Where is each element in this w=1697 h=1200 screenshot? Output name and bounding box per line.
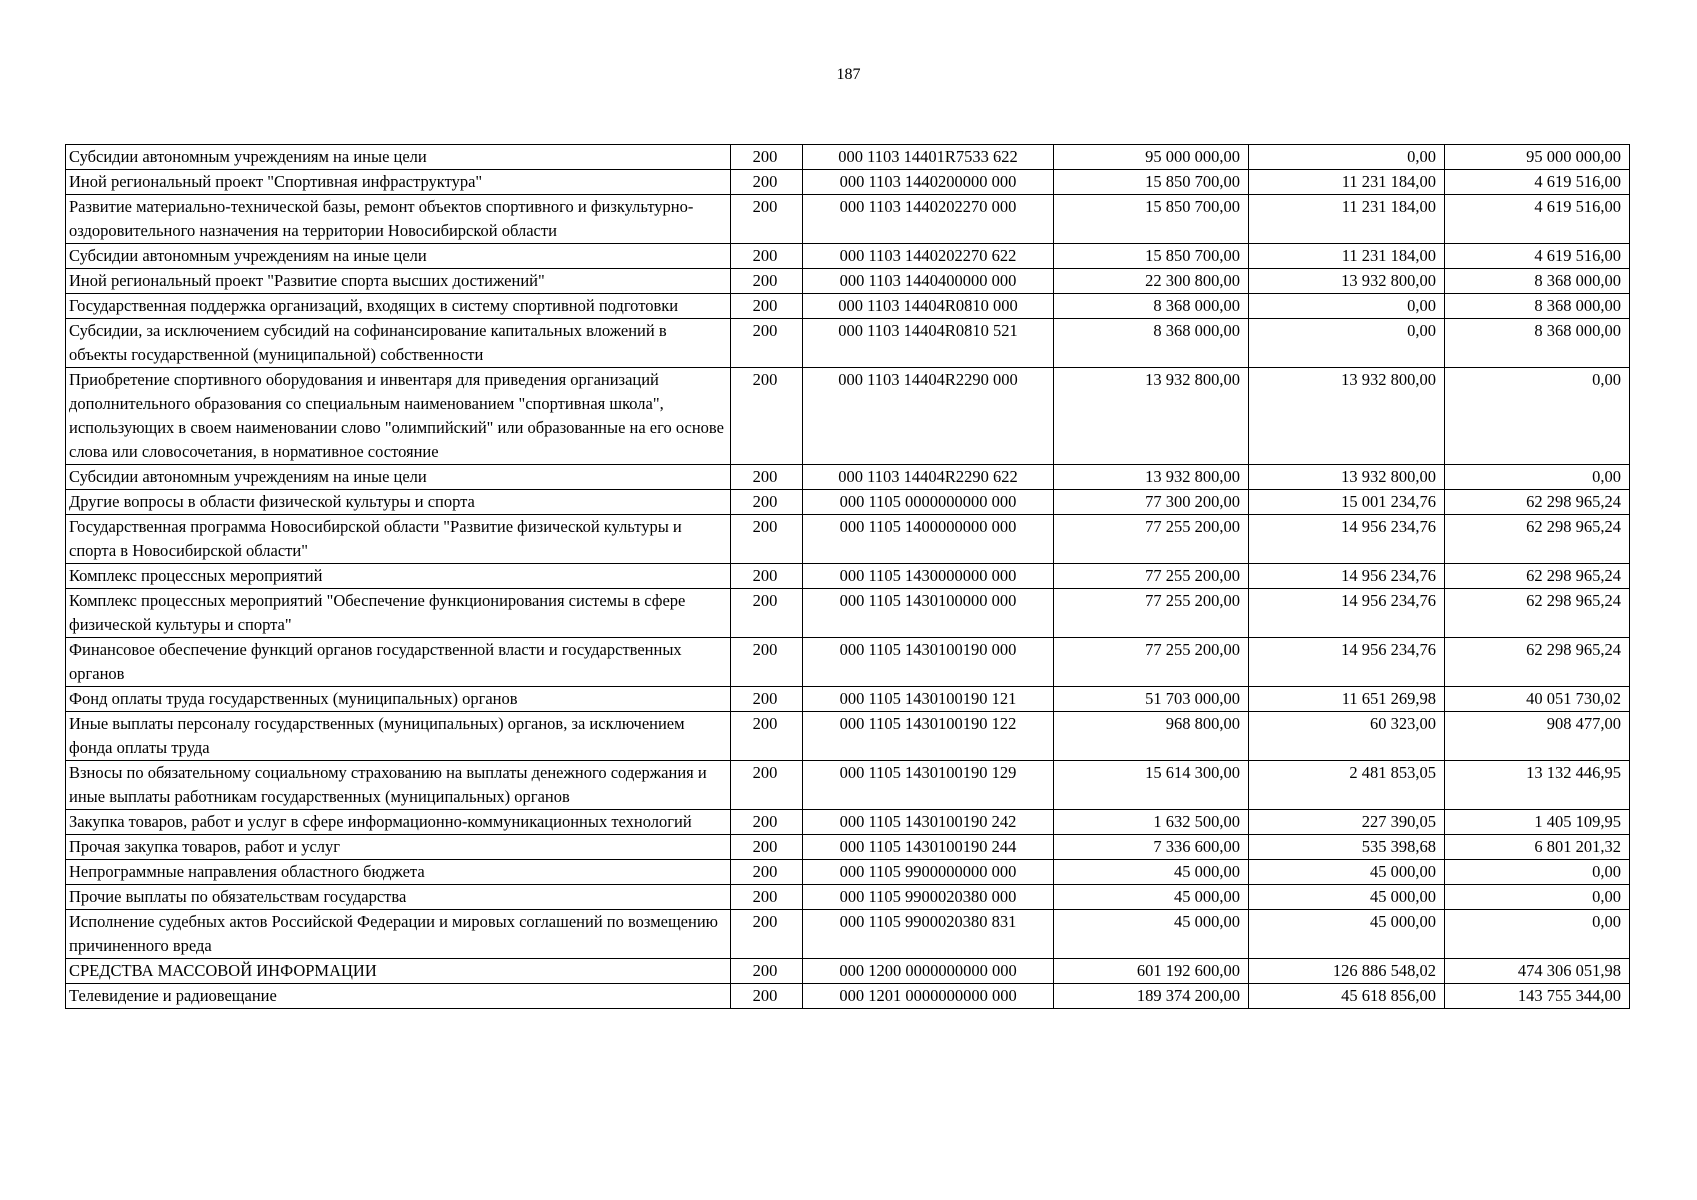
approved-amount-cell: 22 300 800,00	[1054, 269, 1249, 294]
budget-classification-code-cell: 000 1105 1430100190 242	[803, 810, 1054, 835]
approved-amount-cell: 1 632 500,00	[1054, 810, 1249, 835]
budget-classification-code-cell: 000 1105 1430100190 122	[803, 712, 1054, 761]
expense-name-cell: Другие вопросы в области физической культуры и спорта	[66, 490, 731, 515]
executed-amount-cell: 14 956 234,76	[1249, 515, 1445, 564]
table-row	[66, 170, 1630, 195]
executed-amount-cell: 2 481 853,05	[1249, 761, 1445, 810]
admin-code-cell: 200	[731, 959, 803, 984]
table-row	[66, 959, 1630, 984]
remaining-amount-cell: 908 477,00	[1445, 712, 1630, 761]
executed-amount-cell: 45 000,00	[1249, 910, 1445, 959]
remaining-amount-cell: 62 298 965,24	[1445, 515, 1630, 564]
executed-amount-cell: 11 231 184,00	[1249, 195, 1445, 244]
remaining-amount-cell: 0,00	[1445, 885, 1630, 910]
executed-amount-cell: 11 231 184,00	[1249, 170, 1445, 195]
admin-code-cell: 200	[731, 195, 803, 244]
approved-amount-cell: 77 255 200,00	[1054, 515, 1249, 564]
executed-amount-cell: 14 956 234,76	[1249, 564, 1445, 589]
budget-classification-code-cell: 000 1103 1440400000 000	[803, 269, 1054, 294]
table-row	[66, 368, 1630, 465]
budget-classification-code-cell: 000 1105 1430100190 000	[803, 638, 1054, 687]
approved-amount-cell: 15 850 700,00	[1054, 244, 1249, 269]
budget-classification-code-cell: 000 1103 14404R2290 000	[803, 368, 1054, 465]
remaining-amount-cell: 62 298 965,24	[1445, 490, 1630, 515]
executed-amount-cell: 15 001 234,76	[1249, 490, 1445, 515]
budget-classification-code-cell: 000 1201 0000000000 000	[803, 984, 1054, 1009]
table-row	[66, 761, 1630, 810]
expense-name-cell: Исполнение судебных актов Российской Федерации и мировых соглашений по возмещению причиненного вреда	[66, 910, 731, 959]
table-row	[66, 269, 1630, 294]
remaining-amount-cell: 1 405 109,95	[1445, 810, 1630, 835]
approved-amount-cell: 8 368 000,00	[1054, 319, 1249, 368]
admin-code-cell: 200	[731, 910, 803, 959]
expense-name-cell: Иной региональный проект "Спортивная инфраструктура"	[66, 170, 731, 195]
remaining-amount-cell: 8 368 000,00	[1445, 319, 1630, 368]
admin-code-cell: 200	[731, 515, 803, 564]
admin-code-cell: 200	[731, 244, 803, 269]
table-row	[66, 319, 1630, 368]
approved-amount-cell: 601 192 600,00	[1054, 959, 1249, 984]
executed-amount-cell: 60 323,00	[1249, 712, 1445, 761]
expense-name-cell: Непрограммные направления областного бюджета	[66, 860, 731, 885]
expense-name-cell: Взносы по обязательному социальному страхованию на выплаты денежного содержания и иные выплаты работникам государственных (муниципальных) органов	[66, 761, 731, 810]
admin-code-cell: 200	[731, 761, 803, 810]
executed-amount-cell: 0,00	[1249, 145, 1445, 170]
expense-name-cell: Развитие материально-технической базы, ремонт объектов спортивного и физкультурно-оздоровительного назначения на территории Новосибирской области	[66, 195, 731, 244]
approved-amount-cell: 8 368 000,00	[1054, 294, 1249, 319]
executed-amount-cell: 11 651 269,98	[1249, 687, 1445, 712]
executed-amount-cell: 13 932 800,00	[1249, 269, 1445, 294]
budget-classification-code-cell: 000 1105 1430100190 129	[803, 761, 1054, 810]
table-row	[66, 195, 1630, 244]
expense-name-cell: Комплекс процессных мероприятий "Обеспечение функционирования системы в сфере физической культуры и спорта"	[66, 589, 731, 638]
approved-amount-cell: 51 703 000,00	[1054, 687, 1249, 712]
expense-name-cell: Закупка товаров, работ и услуг в сфере информационно-коммуникационных технологий	[66, 810, 731, 835]
executed-amount-cell: 13 932 800,00	[1249, 465, 1445, 490]
approved-amount-cell: 45 000,00	[1054, 885, 1249, 910]
admin-code-cell: 200	[731, 465, 803, 490]
admin-code-cell: 200	[731, 170, 803, 195]
approved-amount-cell: 189 374 200,00	[1054, 984, 1249, 1009]
approved-amount-cell: 95 000 000,00	[1054, 145, 1249, 170]
admin-code-cell: 200	[731, 860, 803, 885]
remaining-amount-cell: 13 132 446,95	[1445, 761, 1630, 810]
table-row	[66, 638, 1630, 687]
remaining-amount-cell: 4 619 516,00	[1445, 195, 1630, 244]
budget-table	[65, 144, 1630, 1009]
admin-code-cell: 200	[731, 984, 803, 1009]
expense-name-cell: Финансовое обеспечение функций органов государственной власти и государственных органов	[66, 638, 731, 687]
budget-classification-code-cell: 000 1103 14404R0810 521	[803, 319, 1054, 368]
remaining-amount-cell: 0,00	[1445, 910, 1630, 959]
executed-amount-cell: 13 932 800,00	[1249, 368, 1445, 465]
table-row	[66, 465, 1630, 490]
remaining-amount-cell: 62 298 965,24	[1445, 638, 1630, 687]
budget-classification-code-cell: 000 1103 14404R0810 000	[803, 294, 1054, 319]
expense-name-cell: Прочая закупка товаров, работ и услуг	[66, 835, 731, 860]
executed-amount-cell: 45 618 856,00	[1249, 984, 1445, 1009]
table-row	[66, 145, 1630, 170]
table-row	[66, 589, 1630, 638]
approved-amount-cell: 15 850 700,00	[1054, 195, 1249, 244]
approved-amount-cell: 77 255 200,00	[1054, 589, 1249, 638]
admin-code-cell: 200	[731, 368, 803, 465]
expense-name-cell: Иные выплаты персоналу государственных (муниципальных) органов, за исключением фонда оплаты труда	[66, 712, 731, 761]
table-row	[66, 294, 1630, 319]
remaining-amount-cell: 0,00	[1445, 368, 1630, 465]
table-row	[66, 712, 1630, 761]
table-row	[66, 810, 1630, 835]
executed-amount-cell: 0,00	[1249, 319, 1445, 368]
expense-name-cell: Приобретение спортивного оборудования и инвентаря для приведения организаций дополнительного образования со специальным наименованием "спортивная школа", использующих в своем наименовании слово "олимпийский" или образованные на его основе слова или словосочетания, в нормативное состояние	[66, 368, 731, 465]
budget-classification-code-cell: 000 1105 9900000000 000	[803, 860, 1054, 885]
approved-amount-cell: 77 255 200,00	[1054, 564, 1249, 589]
table-row	[66, 490, 1630, 515]
table-row	[66, 910, 1630, 959]
executed-amount-cell: 126 886 548,02	[1249, 959, 1445, 984]
executed-amount-cell: 535 398,68	[1249, 835, 1445, 860]
executed-amount-cell: 45 000,00	[1249, 885, 1445, 910]
approved-amount-cell: 77 300 200,00	[1054, 490, 1249, 515]
executed-amount-cell: 11 231 184,00	[1249, 244, 1445, 269]
admin-code-cell: 200	[731, 835, 803, 860]
table-row	[66, 244, 1630, 269]
admin-code-cell: 200	[731, 269, 803, 294]
remaining-amount-cell: 474 306 051,98	[1445, 959, 1630, 984]
expense-name-cell: Субсидии автономным учреждениям на иные цели	[66, 145, 731, 170]
admin-code-cell: 200	[731, 564, 803, 589]
remaining-amount-cell: 0,00	[1445, 860, 1630, 885]
approved-amount-cell: 13 932 800,00	[1054, 465, 1249, 490]
table-row	[66, 984, 1630, 1009]
expense-name-cell: Телевидение и радиовещание	[66, 984, 731, 1009]
admin-code-cell: 200	[731, 490, 803, 515]
budget-classification-code-cell: 000 1103 14401R7533 622	[803, 145, 1054, 170]
budget-classification-code-cell: 000 1105 0000000000 000	[803, 490, 1054, 515]
executed-amount-cell: 14 956 234,76	[1249, 638, 1445, 687]
expense-name-cell: Прочие выплаты по обязательствам государства	[66, 885, 731, 910]
admin-code-cell: 200	[731, 294, 803, 319]
remaining-amount-cell: 0,00	[1445, 465, 1630, 490]
approved-amount-cell: 45 000,00	[1054, 910, 1249, 959]
expense-name-cell: Фонд оплаты труда государственных (муниципальных) органов	[66, 687, 731, 712]
remaining-amount-cell: 62 298 965,24	[1445, 589, 1630, 638]
table-row	[66, 564, 1630, 589]
budget-classification-code-cell: 000 1105 9900020380 831	[803, 910, 1054, 959]
table-row	[66, 835, 1630, 860]
admin-code-cell: 200	[731, 145, 803, 170]
remaining-amount-cell: 8 368 000,00	[1445, 294, 1630, 319]
admin-code-cell: 200	[731, 589, 803, 638]
budget-classification-code-cell: 000 1103 14404R2290 622	[803, 465, 1054, 490]
expense-name-cell: СРЕДСТВА МАССОВОЙ ИНФОРМАЦИИ	[66, 959, 731, 984]
admin-code-cell: 200	[731, 319, 803, 368]
budget-classification-code-cell: 000 1105 1430100190 121	[803, 687, 1054, 712]
approved-amount-cell: 77 255 200,00	[1054, 638, 1249, 687]
executed-amount-cell: 14 956 234,76	[1249, 589, 1445, 638]
admin-code-cell: 200	[731, 885, 803, 910]
executed-amount-cell: 227 390,05	[1249, 810, 1445, 835]
budget-classification-code-cell: 000 1105 1430100190 244	[803, 835, 1054, 860]
budget-classification-code-cell: 000 1103 1440202270 622	[803, 244, 1054, 269]
budget-classification-code-cell: 000 1105 9900020380 000	[803, 885, 1054, 910]
budget-classification-code-cell: 000 1200 0000000000 000	[803, 959, 1054, 984]
expense-name-cell: Иной региональный проект "Развитие спорта высших достижений"	[66, 269, 731, 294]
admin-code-cell: 200	[731, 810, 803, 835]
budget-classification-code-cell: 000 1105 1430000000 000	[803, 564, 1054, 589]
table-row	[66, 860, 1630, 885]
budget-classification-code-cell: 000 1105 1400000000 000	[803, 515, 1054, 564]
remaining-amount-cell: 4 619 516,00	[1445, 244, 1630, 269]
budget-classification-code-cell: 000 1105 1430100000 000	[803, 589, 1054, 638]
executed-amount-cell: 0,00	[1249, 294, 1445, 319]
table-row	[66, 687, 1630, 712]
remaining-amount-cell: 6 801 201,32	[1445, 835, 1630, 860]
expense-name-cell: Субсидии автономным учреждениям на иные цели	[66, 244, 731, 269]
admin-code-cell: 200	[731, 687, 803, 712]
remaining-amount-cell: 40 051 730,02	[1445, 687, 1630, 712]
expense-name-cell: Государственная программа Новосибирской области "Развитие физической культуры и спорта в Новосибирской области"	[66, 515, 731, 564]
approved-amount-cell: 7 336 600,00	[1054, 835, 1249, 860]
approved-amount-cell: 15 614 300,00	[1054, 761, 1249, 810]
remaining-amount-cell: 62 298 965,24	[1445, 564, 1630, 589]
approved-amount-cell: 13 932 800,00	[1054, 368, 1249, 465]
executed-amount-cell: 45 000,00	[1249, 860, 1445, 885]
budget-classification-code-cell: 000 1103 1440202270 000	[803, 195, 1054, 244]
budget-classification-code-cell: 000 1103 1440200000 000	[803, 170, 1054, 195]
table-row	[66, 515, 1630, 564]
expense-name-cell: Комплекс процессных мероприятий	[66, 564, 731, 589]
table-row	[66, 885, 1630, 910]
remaining-amount-cell: 8 368 000,00	[1445, 269, 1630, 294]
admin-code-cell: 200	[731, 712, 803, 761]
remaining-amount-cell: 143 755 344,00	[1445, 984, 1630, 1009]
admin-code-cell: 200	[731, 638, 803, 687]
budget-table-body	[66, 145, 1630, 1009]
approved-amount-cell: 45 000,00	[1054, 860, 1249, 885]
expense-name-cell: Субсидии, за исключением субсидий на софинансирование капитальных вложений в объекты государственной (муниципальной) собственности	[66, 319, 731, 368]
remaining-amount-cell: 4 619 516,00	[1445, 170, 1630, 195]
remaining-amount-cell: 95 000 000,00	[1445, 145, 1630, 170]
page-number: 187	[836, 66, 861, 83]
approved-amount-cell: 968 800,00	[1054, 712, 1249, 761]
approved-amount-cell: 15 850 700,00	[1054, 170, 1249, 195]
expense-name-cell: Субсидии автономным учреждениям на иные цели	[66, 465, 731, 490]
expense-name-cell: Государственная поддержка организаций, входящих в систему спортивной подготовки	[66, 294, 731, 319]
